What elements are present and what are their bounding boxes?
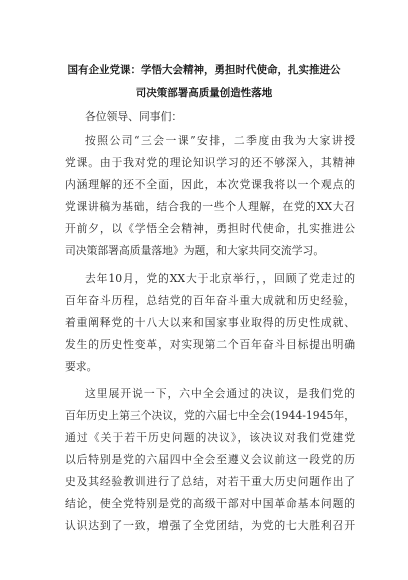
- paragraph-3-line-1: 这里展开说一下，六中全会通过的决议，是我们党的: [85, 387, 355, 400]
- paragraph-3-line-7: 认识达到了一致，增强了全党团结，为党的七大胜利召开: [65, 519, 355, 532]
- paragraph-1-line-2: 党课。由于我对党的理论知识学习的还不够深入，其精神: [65, 156, 355, 169]
- salutation: 各位领导、同事们：: [85, 110, 183, 123]
- paragraph-1-line-4: 党课讲稿为基础，结合我的一些个人理解，在党的XX大召: [65, 200, 355, 213]
- paragraph-1-line-5: 开前夕，以《学悟全会精神，勇担时代使命，扎实推进公: [65, 222, 355, 235]
- paragraph-1-line-1: 按照公司“三会一课”安排，二季度由我为大家讲授: [85, 134, 355, 147]
- paragraph-3-line-6: 结论，使全党特别是党的高级干部对中国革命基本问题的: [65, 497, 355, 510]
- paragraph-3-line-4: 以后特别是党的六届四中全会至遵义会议前这一段党的历: [65, 453, 355, 466]
- document-title-line-1: 国有企业党课：学悟大会精神，勇担时代使命，扎实推进公: [67, 64, 341, 76]
- paragraph-3-line-5: 史及其经验教训进行了总结，对若干重大历史问题作出了: [65, 475, 355, 488]
- paragraph-1-line-6: 司决策部署高质量落地》为题，和大家共同交流学习。: [65, 244, 325, 257]
- document-title-line-2: 司决策部署高质量创造性落地: [135, 87, 273, 99]
- paragraph-1-line-3: 内涵理解的还不全面，因此，本次党课我将以一个观点的: [65, 178, 355, 191]
- paragraph-2-line-4: 发生的历史性变革，对实现第二个百年奋斗目标提出明确: [65, 338, 355, 351]
- paragraph-3-line-2: 百年历史上第三个决议，党的六届七中全会(1944-1945年，: [65, 409, 355, 422]
- paragraph-2-line-1: 去年10月，党的XX大于北京举行，，回顾了党走过的: [85, 272, 355, 285]
- paragraph-2-line-2: 百年奋斗历程，总结党的百年奋斗重大成就和历史经验，: [65, 294, 355, 307]
- paragraph-2-line-3: 着重阐释党的十八大以来和国家事业取得的历史性成就、: [65, 316, 355, 329]
- paragraph-2-line-5: 要求。: [65, 360, 98, 373]
- paragraph-3-line-3: 通过《关于若干历史问题的决议》，该决议对我们党建党: [65, 431, 355, 444]
